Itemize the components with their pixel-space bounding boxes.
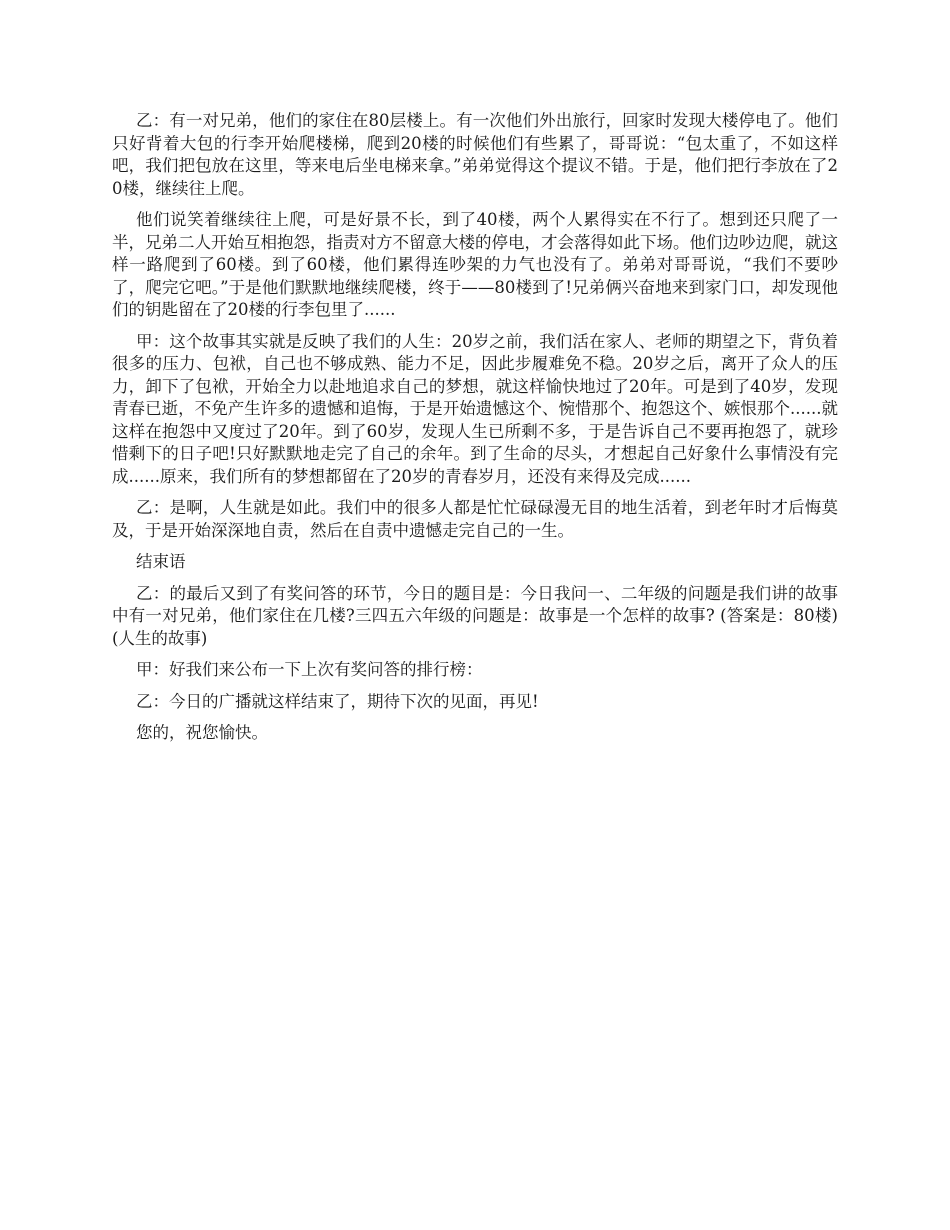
paragraph-leaderboard: 甲：好我们来公布一下上次有奖问答的排行榜：: [136, 660, 483, 679]
paragraph-life-summary: 乙：是啊，人生就是如此。我们中的很多人都是忙忙碌碌漫无目的地生活着，到老年时才后悔莫及，于是开始深深地自责，然后在自责中遗憾走完自己的一生。: [112, 498, 838, 540]
paragraph-story-intro: 乙：有一对兄弟，他们的家住在80层楼上。有一次他们外出旅行，回家时发现大楼停电了。他们只好背着大包的行李开始爬楼梯，爬到20楼的时候他们有些累了，哥哥说：“包太重了，不如这样吧，我们把包放在这里，等来电后坐电梯来拿。”弟弟觉得这个提议不错。于是，他们把行李放在了20楼，继续往上爬。: [112, 111, 838, 198]
paragraph-life-reflection: 甲：这个故事其实就是反映了我们的人生：20岁之前，我们活在家人、老师的期望之下，背负着很多的压力、包袱，自己也不够成熟、能力不足，因此步履难免不稳。20岁之后，离开了众人的压力，卸下了包袱，开始全力以赴地追求自己的梦想，就这样愉快地过了20年。可是到了40岁，发现青春已逝，不免产生许多的遗憾和追悔，于是开始遗憾这个、惋惜那个、抱怨这个、嫉恨那个......就这样在抱怨中又度过了20年。到了60岁，发现人生已所剩不多，于是告诉自己不要再抱怨了，就珍惜剩下的日子吧!只好默默地走完了自己的余年。到了生命的尽头，才想起自己好象什么事情没有完成......原来，我们所有的梦想都留在了20岁的青春岁月，还没有来得及完成......: [112, 331, 838, 486]
paragraph-closing-wish: 您的，祝您愉快。: [136, 723, 268, 742]
paragraph-quiz-question: 乙：的最后又到了有奖问答的环节，今日的题目是：今日我问一、二年级的问题是我们讲的故事中有一对兄弟，他们家住在几楼?三四五六年级的问题是：故事是一个怎样的故事? (答案是：80楼)(人生的故事): [112, 583, 838, 648]
paragraph-story-climb: 他们说笑着继续往上爬，可是好景不长，到了40楼，两个人累得实在不行了。想到还只爬了一半，兄弟二人开始互相抱怨，指责对方不留意大楼的停电，才会落得如此下场。他们边吵边爬，就这样一路爬到了60楼。到了60楼，他们累得连吵架的力气也没有了。弟弟对哥哥说，“我们不要吵了，爬完它吧。”于是他们默默地继续爬楼，终于——80楼到了!兄弟俩兴奋地来到家门口，却发现他们的钥匙留在了20楼的行李包里了......: [112, 210, 838, 319]
paragraph-farewell: 乙：今日的广播就这样结束了，期待下次的见面，再见!: [136, 691, 539, 711]
section-heading-closing: 结束语: [136, 552, 186, 571]
document-body: [112, 110, 838, 754]
